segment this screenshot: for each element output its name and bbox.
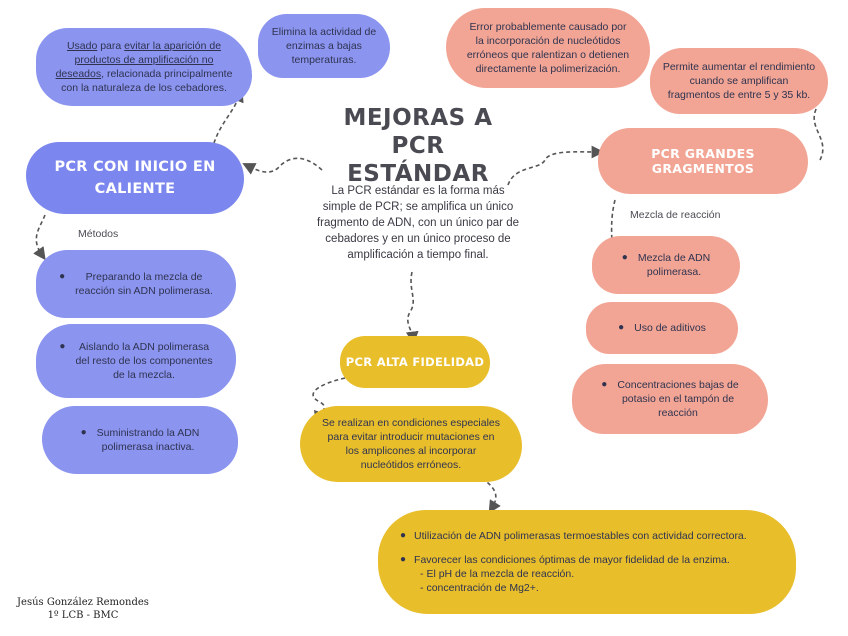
method-item bbox=[36, 250, 236, 318]
high-fidelity-desc-bubble bbox=[300, 406, 522, 482]
page-title-line2: ESTÁNDAR bbox=[347, 161, 489, 187]
note-line: temperaturas. bbox=[291, 54, 357, 66]
arrow-title-to-fidelity bbox=[408, 272, 413, 338]
intro-line: cebadores y en un único proceso de bbox=[325, 233, 511, 245]
bullet-icon: ● bbox=[80, 427, 87, 438]
intro-line: simple de PCR; se amplifica un único bbox=[322, 201, 514, 213]
bullet-icon: ● bbox=[59, 341, 66, 352]
error-line: directamente la polimerización. bbox=[475, 63, 621, 75]
mix-line: potasio en el tampón de bbox=[621, 393, 735, 405]
usage-line2: productos de amplificación no bbox=[74, 54, 214, 66]
method-line: del resto de los componentes bbox=[75, 355, 213, 367]
benefit-line: cuando se amplifican bbox=[689, 75, 789, 87]
hotstart-title-bubble bbox=[26, 142, 244, 214]
arrow-desc-to-points bbox=[482, 478, 496, 508]
note-line: Elimina la actividad de bbox=[271, 26, 377, 38]
arrow-hotstart-to-methods bbox=[36, 215, 45, 255]
author-block bbox=[8, 596, 158, 622]
usage-word-evitar: evitar la aparición de bbox=[124, 40, 222, 52]
benefit-line: fragmentos de entre 5 y 35 kb. bbox=[667, 89, 811, 101]
methods-label: Métodos bbox=[78, 228, 119, 240]
intro-text bbox=[300, 183, 536, 263]
method-line: Suministrando la ADN bbox=[96, 427, 200, 439]
usage-word-deseados: deseados bbox=[55, 68, 102, 80]
bullet-icon: ● bbox=[400, 530, 407, 541]
desc-line: nucleótidos erróneos. bbox=[360, 459, 462, 471]
author-course: 1º LCB - BMC bbox=[47, 610, 119, 621]
fidelity-subpoint: - concentración de Mg2+. bbox=[420, 582, 539, 594]
mix-line: Mezcla de ADN bbox=[637, 252, 711, 264]
error-line: la incorporación de nucleótidos bbox=[475, 35, 621, 47]
note-line: enzimas a bajas bbox=[286, 40, 362, 52]
mix-line: Concentraciones bajas de bbox=[617, 379, 739, 391]
desc-line: los amplicones al incorporar bbox=[345, 445, 477, 457]
fidelity-point: Utilización de ADN polimerasas termoestables con actividad correctora. bbox=[414, 530, 747, 542]
mix-line: polimerasa. bbox=[646, 266, 702, 278]
hotstart-title-line1: PCR CON INICIO EN bbox=[54, 159, 216, 175]
mix-line: reacción bbox=[658, 407, 698, 419]
bullet-icon: ● bbox=[59, 271, 66, 282]
benefit-line: Permite aumentar el rendimiento bbox=[662, 61, 816, 73]
high-fidelity-points-bubble bbox=[378, 510, 796, 614]
fidelity-point: Favorecer las condiciones óptimas de mayor fidelidad de la enzima. bbox=[414, 554, 730, 566]
high-fidelity-title: PCR ALTA FIDELIDAD bbox=[345, 355, 485, 369]
hotstart-note-bubble bbox=[258, 14, 390, 78]
large-fragments-title: PCR GRANDES GRAGMENTOS bbox=[651, 146, 755, 176]
method-item bbox=[42, 406, 238, 474]
error-line: erróneos que ralentizan o detienen bbox=[466, 49, 630, 61]
bullet-icon: ● bbox=[400, 554, 407, 565]
arrow-title-to-hotstart bbox=[248, 158, 322, 172]
error-line: Error probablemente causado por bbox=[469, 21, 627, 33]
bullet-icon: ● bbox=[621, 252, 628, 263]
desc-line: para evitar introducir mutaciones en bbox=[327, 431, 495, 443]
mix-item bbox=[572, 364, 768, 434]
mix-line: Uso de aditivos bbox=[634, 322, 706, 334]
intro-line: fragmento de ADN, con un único par de bbox=[316, 217, 519, 229]
method-line: reacción sin ADN polimerasa. bbox=[75, 285, 213, 297]
usage-line4: con la naturaleza de los cebadores. bbox=[61, 82, 227, 94]
bullet-icon: ● bbox=[601, 379, 608, 390]
hotstart-usage-bubble bbox=[36, 28, 252, 106]
usage-word-para: para bbox=[97, 40, 125, 52]
mix-item bbox=[586, 302, 738, 354]
intro-line: amplificación a tiempo final. bbox=[347, 249, 489, 261]
intro-line: La PCR estándar es la forma más bbox=[331, 185, 505, 197]
arrow-title-to-large bbox=[508, 152, 598, 185]
usage-line3-rest: , relacionada principalmente bbox=[101, 68, 233, 80]
method-line: Aislando la ADN polimerasa bbox=[78, 341, 210, 353]
large-fragments-title-bubble bbox=[598, 128, 808, 194]
method-line: Preparando la mezcla de bbox=[85, 271, 203, 283]
method-line: polimerasa inactiva. bbox=[101, 441, 195, 453]
author-name: Jesús González Remondes bbox=[17, 597, 149, 608]
hotstart-title-line2: CALIENTE bbox=[94, 181, 176, 197]
fidelity-subpoint: - El pH de la mezcla de reacción. bbox=[420, 568, 575, 580]
benefit-bubble bbox=[650, 48, 828, 114]
method-item bbox=[36, 324, 236, 398]
page-title-line1: MEJORAS A PCR bbox=[343, 105, 493, 159]
usage-word-usado: Usado bbox=[66, 40, 98, 52]
mix-label: Mezcla de reacción bbox=[630, 209, 721, 221]
error-note-bubble bbox=[446, 8, 650, 88]
high-fidelity-title-bubble bbox=[340, 336, 490, 388]
method-line: de la mezcla. bbox=[113, 369, 175, 381]
page-title bbox=[318, 104, 518, 188]
desc-line: Se realizan en condiciones especiales bbox=[321, 417, 501, 429]
mix-item bbox=[592, 236, 740, 294]
bullet-icon: ● bbox=[618, 322, 625, 333]
